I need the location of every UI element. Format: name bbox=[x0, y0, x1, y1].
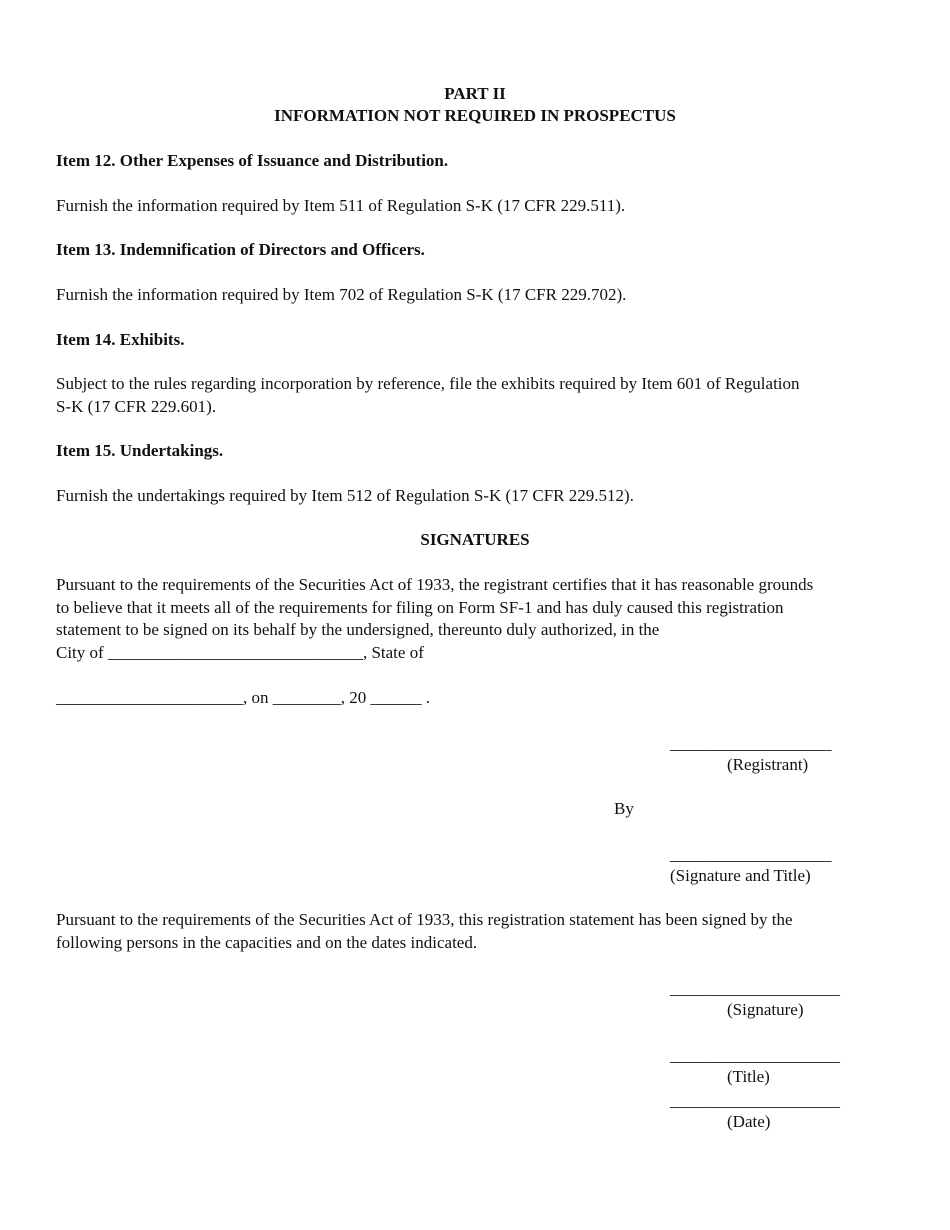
item-14-body-line: S-K (17 CFR 229.601). bbox=[56, 396, 217, 416]
title-label: (Title) bbox=[727, 1067, 770, 1086]
persons-statement bbox=[56, 909, 896, 954]
registrant-statement bbox=[56, 574, 896, 664]
registrant-signature-line: ___________________ bbox=[670, 734, 832, 753]
signature-title-label: (Signature and Title) bbox=[670, 866, 811, 885]
item-14-body bbox=[56, 373, 896, 418]
signatures-heading: SIGNATURES bbox=[420, 530, 530, 549]
city-state-line: City of ______________________________, State of bbox=[56, 642, 424, 662]
date-line: ______________________, on ________, 20 ______ . bbox=[56, 688, 430, 707]
persons-line: Pursuant to the requirements of the Securities Act of 1933, this registration statement has been signed by the bbox=[56, 910, 793, 929]
part-title: PART II bbox=[444, 84, 506, 103]
date-signature-line: ____________________ bbox=[670, 1091, 840, 1110]
by-label: By bbox=[614, 799, 634, 818]
item-14-heading: Item 14. Exhibits. bbox=[56, 330, 185, 349]
item-15-body: Furnish the undertakings required by Item 512 of Regulation S-K (17 CFR 229.512). bbox=[56, 486, 634, 505]
item-15-heading: Item 15. Undertakings. bbox=[56, 441, 224, 460]
item-13-heading: Item 13. Indemnification of Directors and Officers. bbox=[56, 240, 425, 259]
signature-line: ____________________ bbox=[670, 979, 840, 998]
persons-line: following persons in the capacities and on the dates indicated. bbox=[56, 932, 478, 952]
item-12-heading: Item 12. Other Expenses of Issuance and Distribution. bbox=[56, 151, 449, 170]
signature-label: (Signature) bbox=[727, 1000, 804, 1019]
part-subtitle: INFORMATION NOT REQUIRED IN PROSPECTUS bbox=[274, 106, 676, 125]
statement-line: statement to be signed on its behalf by the undersigned, thereunto duly authorized, in the bbox=[56, 620, 660, 639]
item-14-body-line: Subject to the rules regarding incorporation by reference, file the exhibits required by Item 601 of Regulation bbox=[56, 374, 800, 393]
statement-line: to believe that it meets all of the requirements for filing on Form SF-1 and has duly caused this registration bbox=[56, 597, 784, 617]
statement-line: Pursuant to the requirements of the Securities Act of 1933, the registrant certifies that it has reasonable grounds bbox=[56, 575, 814, 594]
item-12-body: Furnish the information required by Item 511 of Regulation S-K (17 CFR 229.511). bbox=[56, 196, 626, 215]
title-line: ____________________ bbox=[670, 1046, 840, 1065]
item-13-body: Furnish the information required by Item 702 of Regulation S-K (17 CFR 229.702). bbox=[56, 285, 627, 304]
date-label: (Date) bbox=[727, 1112, 771, 1131]
registrant-label: (Registrant) bbox=[727, 755, 809, 774]
signature-title-line: ___________________ bbox=[670, 845, 832, 864]
